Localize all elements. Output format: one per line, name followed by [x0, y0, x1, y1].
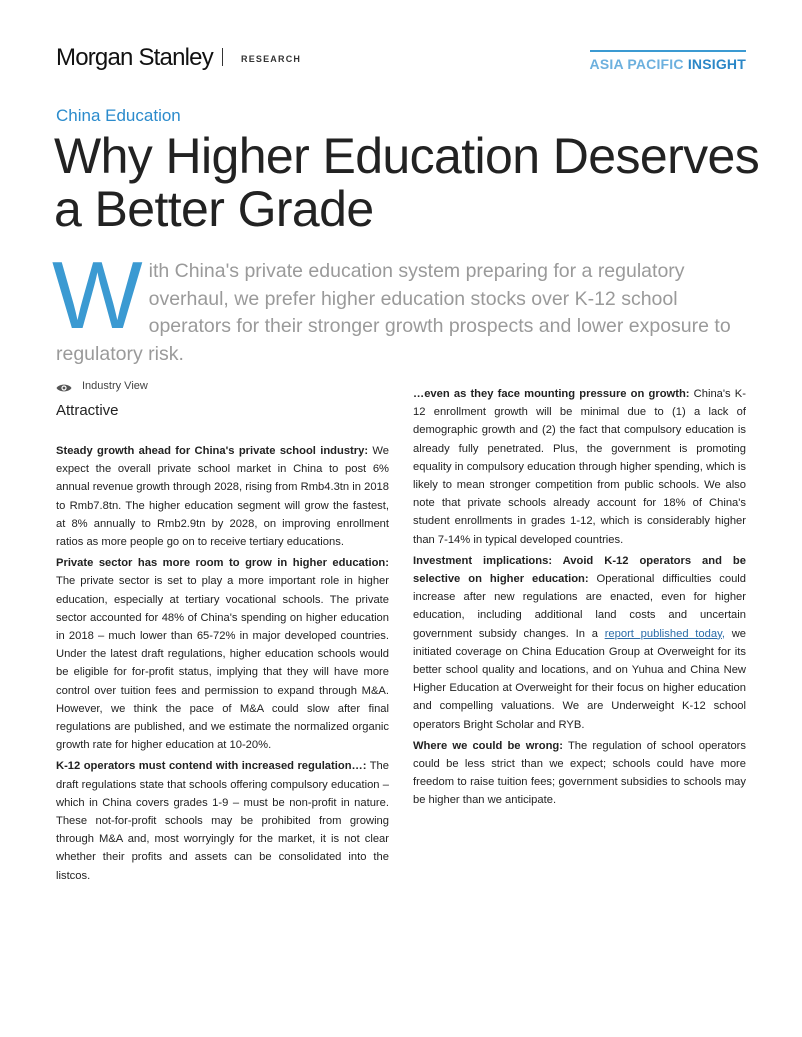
page-header [56, 44, 746, 76]
paragraph-heading: K-12 operators must contend with increased regulation…: [56, 760, 367, 773]
page-title: Why Higher Education Deserves a Better Grade [54, 128, 760, 237]
report-link[interactable]: report published today, [604, 627, 725, 640]
eye-icon [56, 383, 72, 393]
lede-text: ith China's private education system preparing for a regulatory overhaul, we prefer higher education stocks over K-12 school operators for their stronger growth prospects and lower exposure to regulatory risk. [56, 260, 731, 365]
paragraph-heading: Private sector has more room to grow in higher education: [56, 557, 389, 570]
paragraph [56, 554, 389, 754]
paragraph [56, 442, 389, 551]
industry-view-label: Industry View [82, 380, 148, 392]
paragraph-body: The regulation of school operators could be less strict than we expect; schools could have more freedom to raise tuition fees; government subsidies to schools may be higher than we anticipate. [413, 739, 746, 807]
header-divider [222, 48, 223, 66]
series-highlight: INSIGHT [687, 56, 746, 72]
lede [52, 242, 756, 368]
paragraph-body: China's K-12 enrollment growth will be minimal due to (1) a lack of demographic growth and (2) the fact that compulsory education is already fully penetrated. Plus, the government is promoting equality in compulsory education through higher spending, which is likely to mean stronger competition from public schools. We also note that private schools already account for 18% of China's student enrollments in grades 1-12, which is considerably higher than 7-14% in typical developed countries. [413, 388, 746, 546]
paragraph-heading: …even as they face mounting pressure on growth: [413, 388, 690, 400]
paragraph [413, 737, 746, 810]
section-label: RESEARCH [241, 54, 302, 64]
kicker: China Education [56, 106, 181, 125]
paragraph-body: Operational difficulties could increase after new regulations are enacted, even for higher education, including additional land costs and uncertain government subsidy changes. In a [413, 573, 746, 640]
drop-cap: W [52, 242, 143, 349]
brand-logo: Morgan Stanley [56, 44, 213, 71]
paragraph [413, 385, 746, 549]
paragraph-heading: Investment implications: Avoid K-12 operators and be selective on higher education: [413, 554, 746, 586]
paragraph-body: The private sector is set to play a more important role in higher education, especially at tertiary vocational schools. The private sector accounted for 48% of China's spending on higher education in 2018 – much lower than 65-72% in major developed countries. Under the latest draft regulations, higher education schools would be eligible for for-profit status, implying that they will have more control over tuition fees and permission to expand through M&A. However, we think the pace of M&A could slow after final regulations are published, and we estimate the normalized organic growth rate for higher education at 10-20%. [56, 575, 389, 752]
paragraph-body: The draft regulations state that schools offering compulsory education – which in China covers grades 1-9 – must be non-profit in nature. These not-for-profit schools may be prohibited from growing through M&A and, most worryingly for the market, it is not clear whether their profits and assets can be consolidated into the listcos. [56, 760, 389, 882]
paragraph [56, 757, 389, 884]
left-column [56, 442, 389, 888]
paragraph-heading: Where we could be wrong: [413, 739, 563, 752]
paragraph [413, 552, 746, 734]
paragraph-heading: Steady growth ahead for China's private school industry: [56, 445, 369, 457]
series-label [590, 50, 746, 72]
right-column [413, 385, 746, 813]
paragraph-body: we initiated coverage on China Education Group at Overweight for its better school quality and locations, and on Yuhua and China New Higher Education at Overweight for their focus on higher education and compelling valuations. We are Underweight K-12 school operators Bright Scholar and RYB. [413, 627, 746, 731]
series-prefix: ASIA PACIFIC [589, 56, 688, 72]
industry-rating: Attractive [56, 402, 119, 419]
paragraph-body: We expect the overall private school market in China to post 6% annual revenue growth through 2028, rising from Rmb4.3tn in 2018 to Rmb7.8tn. The higher education segment will grow the fastest, at 8% annually to Rmb2.9tn by 2028, on improving enrollment ratios as more people go on to receive tertiary educations. [56, 445, 389, 549]
